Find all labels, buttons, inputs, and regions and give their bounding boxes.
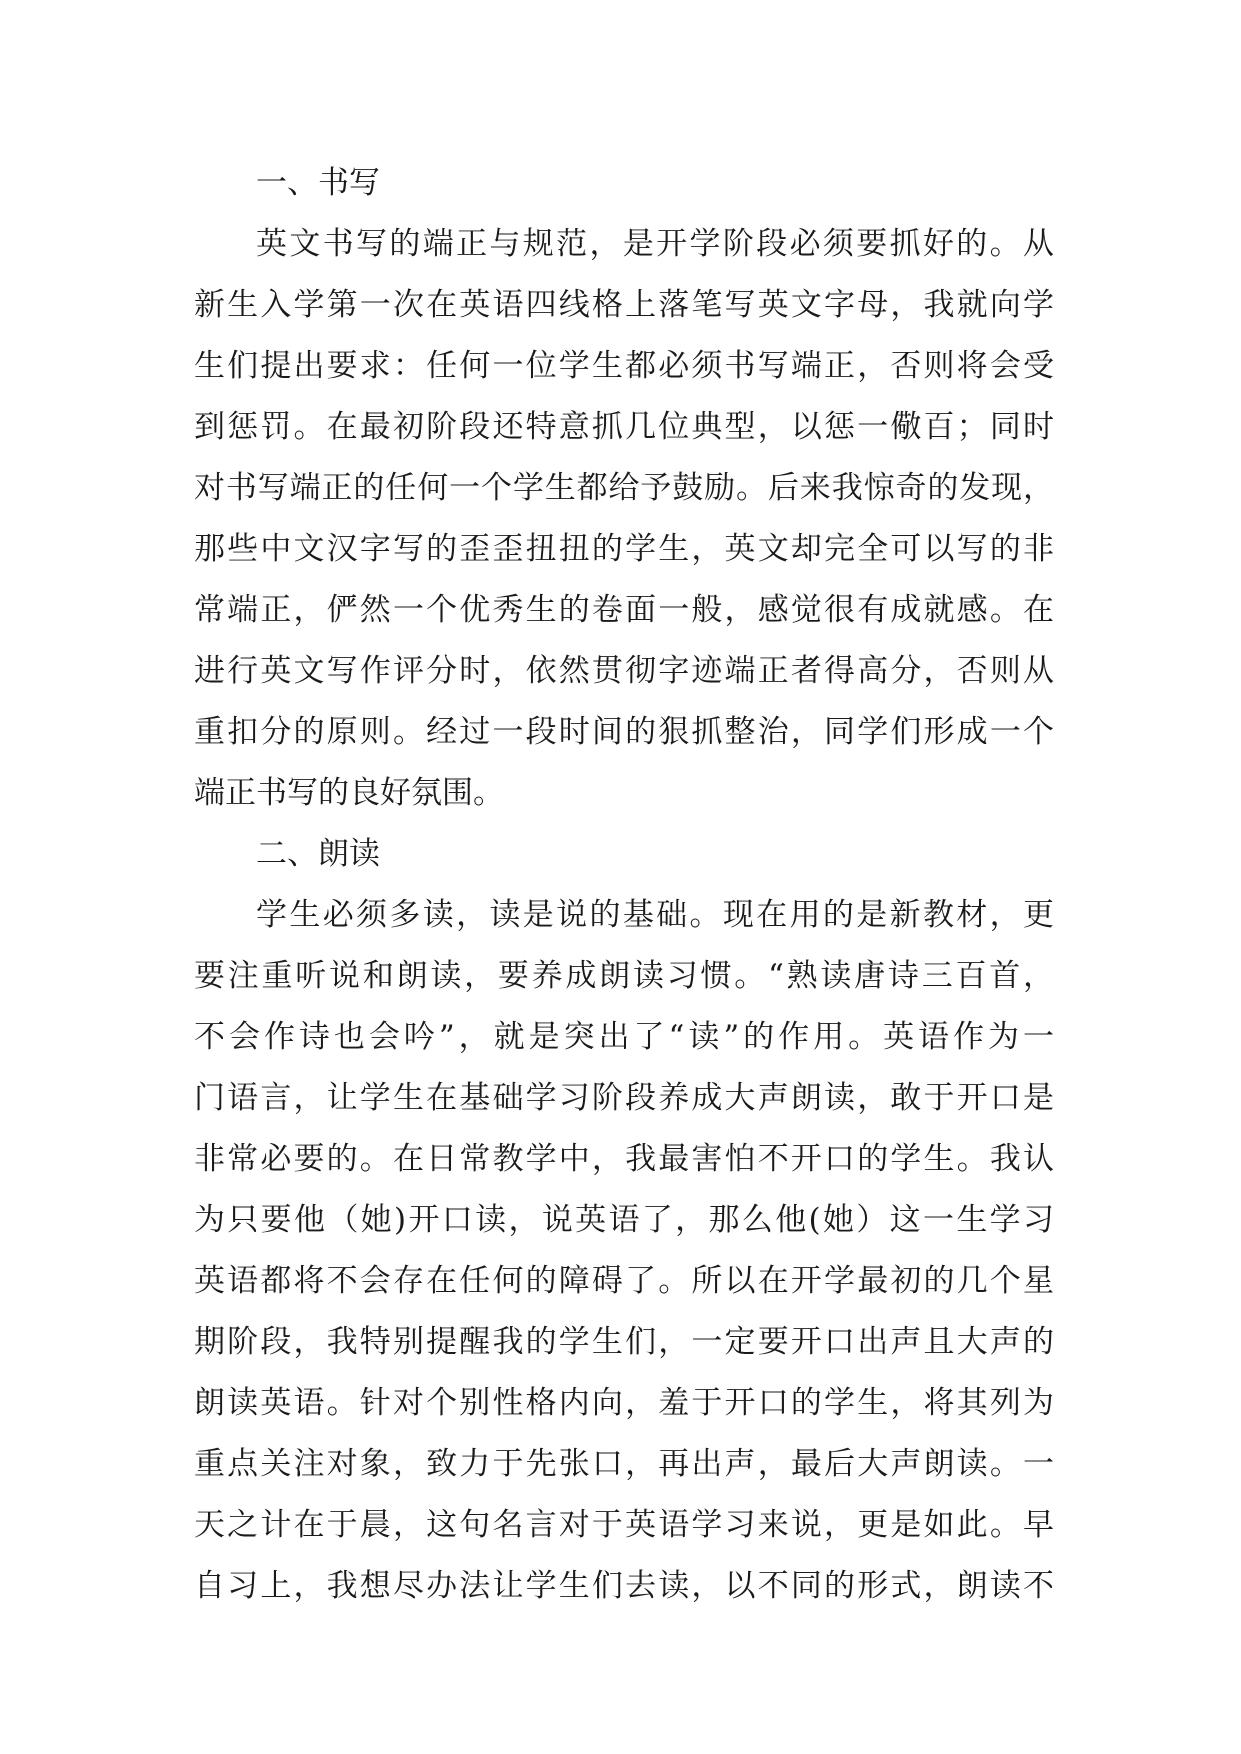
paragraph-line: 新生入学第一次在英语四线格上落笔写英文字母，我就向学: [194, 287, 1054, 323]
paragraph-line: 对书写端正的任何一个学生都给予鼓励。后来我惊奇的发现，: [194, 470, 1054, 506]
paragraph-line: 天之计在于晨，这句名言对于英语学习来说，更是如此。早: [194, 1507, 1054, 1543]
paragraph-line: 非常必要的。在日常教学中，我最害怕不开口的学生。我认: [194, 1141, 1054, 1177]
paragraph-line: 重点关注对象，致力于先张口，再出声，最后大声朗读。一: [194, 1446, 1054, 1482]
paragraph-line: 端正书写的良好氛围。: [194, 775, 504, 811]
paragraph-line: 到惩罚。在最初阶段还特意抓几位典型，以惩一儆百；同时: [194, 409, 1054, 445]
paragraph-line: 为只要他（她)开口读，说英语了，那么他(她）这一生学习: [194, 1202, 1054, 1238]
section-heading-writing: 一、书写: [256, 165, 380, 201]
paragraph-line: 学生必须多读，读是说的基础。现在用的是新教材，更: [256, 897, 1054, 933]
section-heading-reading: 二、朗读: [256, 836, 380, 872]
paragraph-line: 自习上，我想尽办法让学生们去读，以不同的形式，朗读不: [194, 1568, 1054, 1604]
paragraph-line: 重扣分的原则。经过一段时间的狠抓整治，同学们形成一个: [194, 714, 1054, 750]
paragraph-line: 生们提出要求：任何一位学生都必须书写端正，否则将会受: [194, 348, 1054, 384]
paragraph-line: 期阶段，我特别提醒我的学生们，一定要开口出声且大声的: [194, 1324, 1054, 1360]
paragraph-line: 要注重听说和朗读，要养成朗读习惯。“熟读唐诗三百首，: [194, 958, 1054, 994]
paragraph-line: 英语都将不会存在任何的障碍了。所以在开学最初的几个星: [194, 1263, 1054, 1299]
paragraph-line: 那些中文汉字写的歪歪扭扭的学生，英文却完全可以写的非: [194, 531, 1054, 567]
paragraph-line: 常端正，俨然一个优秀生的卷面一般，感觉很有成就感。在: [194, 592, 1054, 628]
paragraph-line: 进行英文写作评分时，依然贯彻字迹端正者得高分，否则从: [194, 653, 1054, 689]
paragraph-line: 英文书写的端正与规范，是开学阶段必须要抓好的。从: [256, 226, 1054, 262]
paragraph-line: 朗读英语。针对个别性格内向，羞于开口的学生，将其列为: [194, 1385, 1054, 1421]
document-body: [194, 153, 1054, 1617]
paragraph-line: 不会作诗也会吟”，就是突出了“读”的作用。英语作为一: [194, 1019, 1054, 1055]
paragraph-line: 门语言，让学生在基础学习阶段养成大声朗读，敢于开口是: [194, 1080, 1054, 1116]
